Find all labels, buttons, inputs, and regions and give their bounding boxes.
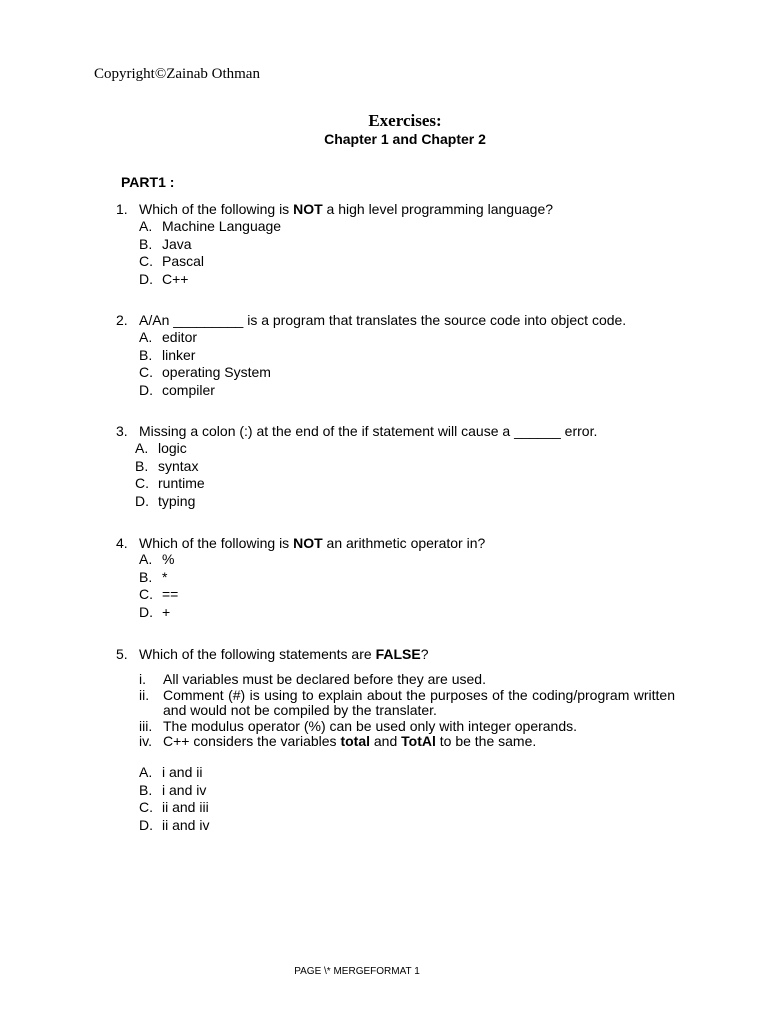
option: D. C++ — [139, 270, 189, 287]
part-heading: PART1 : — [121, 174, 175, 190]
question-number: 1. — [116, 201, 128, 217]
page-footer: PAGE \* MERGEFORMAT 1 — [294, 966, 420, 977]
option: B. * — [139, 568, 168, 585]
question-4 — [116, 534, 485, 552]
option: D. ii and iv — [139, 816, 210, 833]
question-number: 2. — [116, 312, 128, 328]
option: C. == — [139, 586, 179, 602]
option: D. compiler — [139, 381, 215, 398]
statement: i. All variables must be declared before they are used. — [139, 671, 486, 687]
option: A. % — [139, 551, 175, 567]
option: D. + — [139, 603, 171, 620]
option: C. runtime — [135, 475, 205, 491]
statement: ii. Comment (#) is using to explain about the purposes of the coding/program written and would not be compiled by the translater. — [139, 686, 675, 718]
option: C. operating System — [139, 364, 271, 380]
question-2 — [116, 311, 626, 329]
option: A. i and ii — [139, 764, 203, 780]
option: B. syntax — [135, 457, 199, 474]
question-3 — [116, 422, 597, 440]
question-text: Which of the following is NOT an arithmetic operator in? — [139, 535, 486, 551]
question-4-options — [139, 551, 178, 621]
question-text: Which of the following is NOT a high level programming language? — [139, 201, 554, 217]
option: B. i and iv — [139, 781, 207, 798]
page-subtitle: Chapter 1 and Chapter 2 — [324, 131, 486, 147]
question-3-options — [135, 440, 205, 510]
question-5-statements — [139, 672, 675, 750]
question-5-options — [139, 764, 209, 834]
question-2-options — [139, 329, 271, 399]
option: A. logic — [135, 440, 187, 456]
question-number: 3. — [116, 423, 128, 439]
option: B. Java — [139, 235, 192, 252]
question-text: A/An _________ is a program that translates the source code into object code. — [139, 312, 627, 328]
page-title: Exercises: — [368, 111, 442, 130]
copyright-line: Copyright©Zainab Othman — [94, 66, 260, 82]
question-number: 4. — [116, 535, 128, 551]
question-text: Missing a colon (:) at the end of the if statement will cause a ______ error. — [139, 423, 598, 439]
option: B. linker — [139, 346, 196, 363]
question-1 — [116, 200, 553, 218]
option: C. Pascal — [139, 253, 205, 269]
statement: iii. The modulus operator (%) can be used only with integer operands. — [139, 717, 578, 734]
option: A. Machine Language — [139, 218, 282, 234]
question-number: 5. — [116, 646, 128, 662]
question-5 — [116, 645, 428, 663]
option: D. typing — [135, 492, 196, 509]
question-1-options — [139, 218, 281, 288]
option: A. editor — [139, 329, 198, 345]
option: C. ii and iii — [139, 799, 209, 815]
statement: iv. C++ considers the variables total and TotAl to be the same. — [139, 733, 537, 749]
question-text: Which of the following statements are FALSE? — [139, 646, 429, 662]
